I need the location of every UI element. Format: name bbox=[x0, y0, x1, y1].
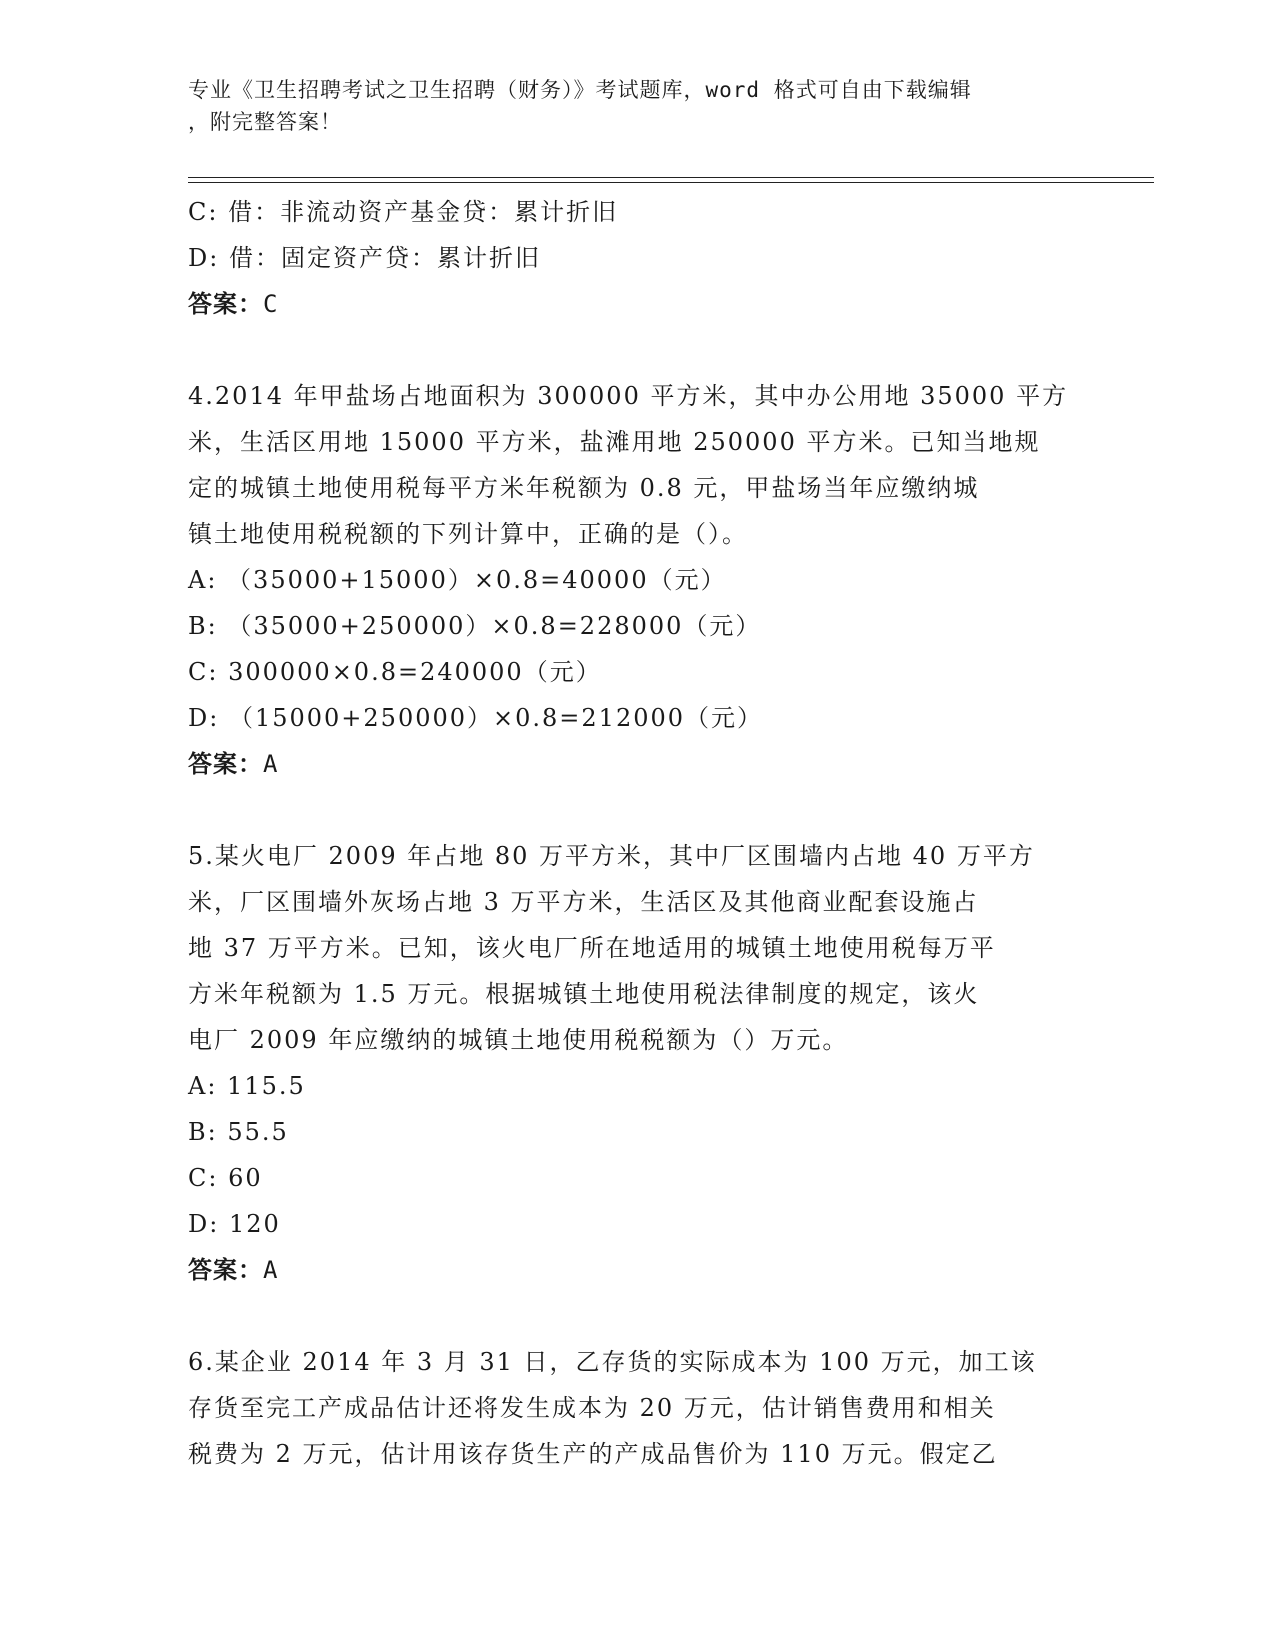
spacer bbox=[188, 1293, 1088, 1339]
answer-value: A bbox=[263, 1256, 280, 1284]
question-stem-line: 地 37 万平方米。已知，该火电厂所在地适用的城镇土地使用税每万平 bbox=[188, 934, 996, 962]
question-stem-line: 米，生活区用地 15000 平方米，盐滩用地 250000 平方米。已知当地规 bbox=[188, 428, 1041, 456]
question-stem-line: 镇土地使用税税额的下列计算中，正确的是（）。 bbox=[188, 520, 748, 548]
answer-label: 答案： bbox=[188, 750, 263, 778]
document-body bbox=[188, 189, 1088, 1477]
document-header bbox=[188, 74, 1088, 138]
option-c: C: 借：非流动资产基金贷：累计折旧 bbox=[188, 198, 619, 226]
option-b: B: 55.5 bbox=[188, 1118, 289, 1146]
answer-value: C bbox=[263, 290, 280, 318]
option-d: D: 120 bbox=[188, 1210, 281, 1238]
option-c: C: 300000×0.8=240000（元） bbox=[188, 658, 602, 686]
question-stem-line: 电厂 2009 年应缴纳的城镇土地使用税税额为（）万元。 bbox=[188, 1026, 849, 1054]
question-6 bbox=[188, 1339, 1088, 1477]
option-a: A: 115.5 bbox=[188, 1072, 306, 1100]
header-line-2: ，附完整答案！ bbox=[188, 110, 342, 134]
option-d: D: （15000+250000）×0.8=212000（元） bbox=[188, 704, 764, 732]
header-divider-top bbox=[188, 177, 1154, 178]
question-3-tail bbox=[188, 189, 1088, 327]
answer-line bbox=[188, 281, 1088, 327]
header-divider-bottom bbox=[188, 182, 1154, 183]
question-4 bbox=[188, 373, 1088, 787]
question-stem-line: 定的城镇土地使用税每平方米年税额为 0.8 元，甲盐场当年应缴纳城 bbox=[188, 474, 980, 502]
spacer bbox=[188, 327, 1088, 373]
answer-label: 答案： bbox=[188, 290, 263, 318]
spacer bbox=[188, 787, 1088, 833]
question-stem-line: 米，厂区围墙外灰场占地 3 万平方米，生活区及其他商业配套设施占 bbox=[188, 888, 979, 916]
answer-value: A bbox=[263, 750, 280, 778]
option-d: D: 借：固定资产贷：累计折旧 bbox=[188, 244, 541, 272]
answer-label: 答案： bbox=[188, 1256, 263, 1284]
question-stem-line: 5.某火电厂 2009 年占地 80 万平方米，其中厂区围墙内占地 40 万平方 bbox=[188, 842, 1035, 870]
question-stem-line: 4.2014 年甲盐场占地面积为 300000 平方米，其中办公用地 35000 平方 bbox=[188, 382, 1069, 410]
option-b: B: （35000+250000）×0.8=228000（元） bbox=[188, 612, 762, 640]
option-c: C: 60 bbox=[188, 1164, 263, 1192]
answer-line bbox=[188, 741, 1088, 787]
question-stem-line: 存货至完工产成品估计还将发生成本为 20 万元，估计销售费用和相关 bbox=[188, 1394, 996, 1422]
question-stem-line: 税费为 2 万元，估计用该存货生产的产成品售价为 110 万元。假定乙 bbox=[188, 1440, 998, 1468]
option-a: A: （35000+15000）×0.8=40000（元） bbox=[188, 566, 727, 594]
question-stem-line: 方米年税额为 1.5 万元。根据城镇土地使用税法律制度的规定，该火 bbox=[188, 980, 980, 1008]
answer-line bbox=[188, 1247, 1088, 1293]
header-line-1: 专业《卫生招聘考试之卫生招聘（财务）》考试题库，word 格式可自由下载编辑 bbox=[188, 78, 972, 102]
question-stem-line: 6.某企业 2014 年 3 月 31 日，乙存货的实际成本为 100 万元，加工该 bbox=[188, 1348, 1037, 1376]
question-5 bbox=[188, 833, 1088, 1293]
